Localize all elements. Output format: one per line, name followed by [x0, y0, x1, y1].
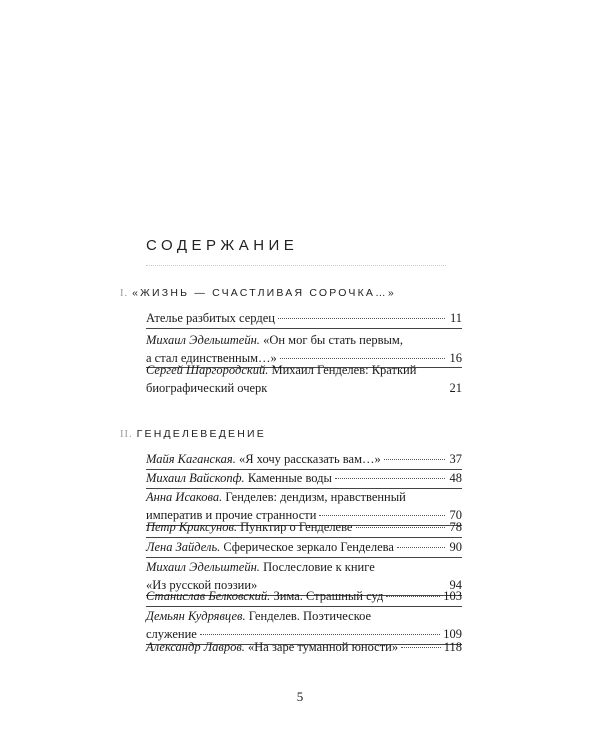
- section-heading-1: [120, 287, 396, 299]
- toc-entry[interactable]: [146, 538, 462, 556]
- leader-dots: [386, 596, 440, 597]
- page-number: 78: [449, 520, 462, 534]
- toc-entry[interactable]: [146, 469, 462, 487]
- entry-author: Александр Лавров.: [146, 640, 245, 654]
- title-rule: [146, 265, 446, 266]
- page-number: 90: [449, 540, 462, 554]
- leader-dots: [278, 318, 445, 319]
- entry-author: Станислав Белковский.: [146, 589, 271, 603]
- entry-author: Михаил Эдельштейн.: [146, 560, 260, 574]
- entry-title: «Он мог бы стать первым,: [263, 333, 403, 347]
- toc-title: СОДЕРЖАНИЕ: [146, 237, 299, 254]
- section-number: II.: [120, 429, 133, 440]
- toc-entry[interactable]: [146, 587, 462, 605]
- entry-title-cont: а стал единственным…»: [146, 351, 277, 365]
- entry-title-cont: «Из русской поэзии»: [146, 578, 258, 592]
- entry-title: Каменные воды: [247, 471, 332, 485]
- section-title: «ЖИЗНЬ — СЧАСТЛИВАЯ СОРОЧКА…»: [132, 287, 396, 299]
- entry-title: Михаил Генделев: Краткий: [271, 363, 417, 377]
- leader-dots: [319, 515, 445, 516]
- entry-author: Лена Зайдель.: [146, 540, 221, 554]
- entry-title: «На заре туманной юности»: [248, 640, 399, 654]
- toc-entry[interactable]: [146, 361, 462, 397]
- toc-entry[interactable]: [146, 518, 462, 536]
- entry-title-cont: служение: [146, 627, 197, 641]
- entry-title: Пунктир о Генделеве: [240, 520, 353, 534]
- entry-divider: [146, 328, 462, 329]
- section-title: ГЕНДЕЛЕВЕДЕНИЕ: [136, 428, 266, 440]
- toc-entry[interactable]: [146, 450, 462, 468]
- entry-title: Зима. Страшный суд: [273, 589, 384, 603]
- page-number-footer: 5: [296, 689, 304, 704]
- leader-dots: [401, 647, 441, 648]
- leader-dots: [335, 478, 445, 479]
- leader-dots: [384, 459, 445, 460]
- page-number: 21: [449, 381, 462, 395]
- page-number: 48: [449, 471, 462, 485]
- entry-author: Анна Исакова.: [146, 490, 223, 504]
- toc-entry[interactable]: [146, 638, 462, 656]
- entry-title: «Я хочу рассказать вам…»: [238, 452, 381, 466]
- page-number: 118: [443, 640, 462, 654]
- entry-author: Демьян Кудрявцев.: [146, 609, 246, 623]
- entry-title: Послесловие к книге: [263, 560, 375, 574]
- entry-author: Майя Каганская.: [146, 452, 236, 466]
- entry-title: Генделев. Поэтическое: [248, 609, 372, 623]
- page-number: 109: [443, 627, 462, 641]
- entry-title-cont: биографический очерк: [146, 381, 268, 395]
- page-number: 16: [449, 351, 462, 365]
- page-number: 70: [449, 508, 462, 522]
- section-heading-2: [120, 428, 266, 440]
- page-number: 94: [449, 578, 462, 592]
- page-number: 11: [449, 311, 462, 325]
- entry-author: Сергей Шаргородский.: [146, 363, 269, 377]
- entry-title: Генделев: дендизм, нравственный: [225, 490, 406, 504]
- leader-dots: [280, 358, 445, 359]
- section-number: I.: [120, 288, 129, 299]
- toc-entry[interactable]: [146, 309, 462, 327]
- page-number: 103: [443, 589, 462, 603]
- entry-author: Петр Криксунов.: [146, 520, 237, 534]
- page-number: 37: [449, 452, 462, 466]
- leader-dots: [200, 634, 440, 635]
- leader-dots: [356, 527, 446, 528]
- leader-dots: [397, 547, 445, 548]
- entry-title: Сферическое зеркало Генделева: [223, 540, 394, 554]
- entry-title-cont: императив и прочие странности: [146, 508, 317, 522]
- entry-title: Ателье разбитых сердец: [146, 311, 275, 325]
- entry-author: Михаил Вайскопф.: [146, 471, 245, 485]
- entry-author: Михаил Эдельштейн.: [146, 333, 260, 347]
